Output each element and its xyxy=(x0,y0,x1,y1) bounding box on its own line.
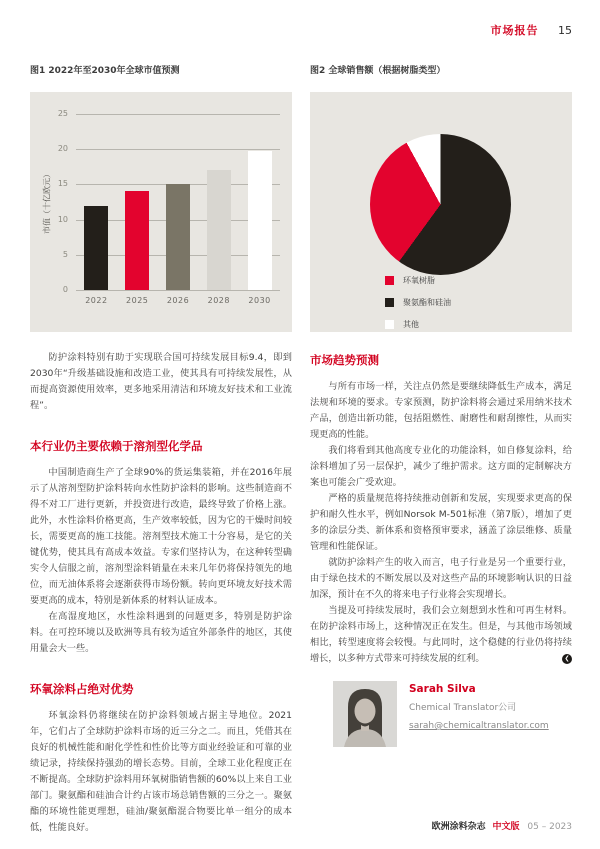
end-of-article-icon: ❮ xyxy=(562,654,572,664)
author-info xyxy=(409,681,549,747)
legend-item xyxy=(385,276,451,285)
footer-magazine-name: 欧洲涂料杂志 xyxy=(431,822,486,832)
bar-2022 xyxy=(84,206,108,290)
bar-2028 xyxy=(207,170,231,290)
bar-chart-y-axis-label: 市值（十亿欧元） xyxy=(42,170,52,234)
page-footer xyxy=(432,819,572,832)
author-email-link[interactable]: sarah@chemicaltranslator.com xyxy=(409,721,549,731)
legend-swatch xyxy=(385,320,394,329)
y-tick-label: 15 xyxy=(57,179,68,189)
author-company: Chemical Translator公司 xyxy=(409,703,517,713)
paragraph: 与所有市场一样，关注点仍然是要继续降低生产成本，满足法规和环境的要求。专家预测，防护涂料将会通过采用纳米技术产品，创造出新功能，包括阻燃性、耐磨性和耐刮擦性，从而实现更高的性能。 xyxy=(310,381,572,440)
legend-swatch xyxy=(385,276,394,285)
page-header xyxy=(491,22,573,38)
article-column-right xyxy=(310,350,572,747)
paragraph: 严格的质量规范将持续推动创新和发展，实现要求更高的保护和耐久性水平，例如Norsok M-501标准（第7版），增加了更多的涂层分类、新体系和资格预审要求，涵盖了涂层维修、质量管理和性能保证。 xyxy=(310,493,572,552)
paragraph: 我们将看到其他高度专业化的功能涂料，如自修复涂料，给涂料增加了另一层保护，减少了维护需求。这方面的定制解决方案也可能会广受欢迎。 xyxy=(310,445,572,488)
y-tick-label: 10 xyxy=(57,214,68,224)
bar-chart-bars xyxy=(76,114,280,290)
pie-legend xyxy=(385,276,451,342)
section-heading-trends: 市场趋势预测 xyxy=(310,353,379,367)
legend-label: 聚氨酯和硅油 xyxy=(403,298,451,307)
section-heading-epoxy: 环氧涂料占绝对优势 xyxy=(30,682,134,696)
paragraph: 防护涂料特别有助于实现联合国可持续发展目标9.4，即到2030年“升级基础设施和改造工业，使其具有可持续发展性，从而提高资源使用效率，更多地采用清洁和环境友好技术和工业流程”。 xyxy=(30,352,292,411)
x-tick-label: 2025 xyxy=(126,296,149,305)
figure2-title: 图2 全球销售额（根据树脂类型） xyxy=(310,66,446,76)
y-tick-label: 0 xyxy=(62,285,68,294)
paragraph: 中国制造商生产了全球90%的货运集装箱，并在2016年展示了从溶剂型防护涂料转向水性防护涂料的影响。这些制造商不得不对工厂进行更新，并投资进行改造，最终导致了价格上涨。此外，水性涂料价格更高，生产效率较低，因为它的干燥时间较长，需要更高的施工技能。溶剂型技术施工十分容易，是它的关键优势，使其具有高成本效益。专家们坚持认为，在这种转型确实令人信服之前，溶剂型涂料销量在未来几年仍将保持领先的地位，而无油体系将会逐渐获得市场份额。转向更环境友好技术需要更高的成本，特别是新体系的材料认证成本。 xyxy=(30,467,292,606)
legend-label: 环氧树脂 xyxy=(403,276,435,285)
legend-item xyxy=(385,320,451,329)
article-column-left xyxy=(30,350,292,836)
section-title: 市场报告 xyxy=(490,24,539,37)
pie-circle xyxy=(370,134,511,275)
bar-2026 xyxy=(166,184,190,290)
author-card xyxy=(310,681,572,747)
bar-2030 xyxy=(248,151,272,290)
author-photo xyxy=(333,681,397,747)
paragraph: 在高湿度地区，水性涂料遇到的问题更多，特别是防护涂料。在可控环境以及欧洲等具有较为适宜外部条件的地区，其使用量会大一些。 xyxy=(30,611,292,654)
bar-chart xyxy=(30,92,292,332)
figure1-title: 图1 2022年至2030年全球市值预测 xyxy=(30,66,180,76)
x-tick-label: 2022 xyxy=(85,296,108,305)
x-tick-label: 2030 xyxy=(248,296,271,305)
x-tick-label: 2028 xyxy=(207,296,230,305)
paragraph: 环氧涂料仍将继续在防护涂料领域占据主导地位。2021年，它们占了全球防护涂料市场的近三分之二。而且，凭借其在良好的机械性能和耐化学性和性价比等方面业经验证和可靠的业绩记录，持续保持强劲的增长态势。目前，全球工业化程度正在不断提高。全球防护涂料用环氧树脂销售额的60%以上来自工业部门。聚氨酯和硅油合计约占该市场总销售额的三分之一。聚氨酯的环境性能更理想，硅油/聚氨酯混合物要比单一组分的成本低，性能良好。 xyxy=(30,710,292,833)
author-name: Sarah Silva xyxy=(409,683,476,695)
y-tick-label: 5 xyxy=(62,249,68,259)
paragraph-text: 当提及可持续发展时，我们会立刻想到水性和可再生材料。在防护涂料市场上，这种情况正在发生。但是，与其他市场领域相比，转型速度将会较慢。与此同时，这个稳健的行业仍将持续增长，以多种方式带来可持续发展的红利。 xyxy=(310,605,572,664)
footer-issue: 05 – 2023 xyxy=(527,822,572,832)
bar-slot xyxy=(117,191,158,290)
bar-chart-plot-area xyxy=(57,109,280,294)
page-number: 15 xyxy=(558,24,572,37)
legend-item xyxy=(385,298,451,307)
bar-chart-x-axis xyxy=(76,296,280,305)
pie-chart xyxy=(310,92,572,332)
y-tick-label: 20 xyxy=(57,144,68,154)
bar-slot xyxy=(76,206,117,290)
legend-swatch xyxy=(385,298,394,307)
bar-slot xyxy=(158,184,199,290)
paragraph: 就防护涂料产生的收入而言，电子行业是另一个重要行业，由于绿色技术的不断发展以及对这些产品的环境影响认识的日益加深，预计在不久的将来电子行业将会实现增长。 xyxy=(310,557,572,600)
section-heading-solvent: 本行业仍主要依赖于溶剂型化学品 xyxy=(30,439,203,453)
legend-label: 其他 xyxy=(403,320,419,329)
bar-slot xyxy=(198,170,239,290)
footer-edition: 中文版 xyxy=(492,822,520,832)
bar-slot xyxy=(239,151,280,290)
gridline xyxy=(76,290,280,291)
x-tick-label: 2026 xyxy=(166,296,190,305)
bar-2025 xyxy=(125,191,149,290)
y-tick-label: 25 xyxy=(57,109,68,118)
paragraph xyxy=(310,603,572,667)
